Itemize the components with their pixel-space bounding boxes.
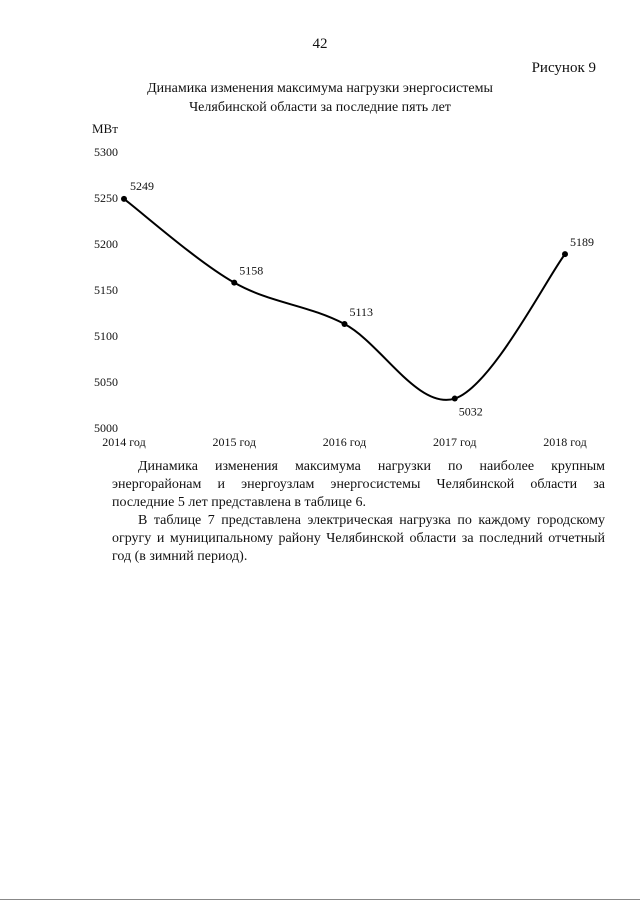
paragraph-2-line-1: В таблице 7 представлена электрическая нагрузка по каждому городскому [138,513,605,528]
y-tick-label: 5300 [94,145,118,159]
x-tick-label: 2017 год [433,435,477,449]
data-label: 5113 [349,305,374,320]
data-labels [130,179,594,419]
data-point [452,396,458,402]
paragraph-1-line-2: энергорайонам и энергоузлам энергосистемы Челябинской области за [112,477,605,492]
data-label: 5032 [458,404,483,419]
y-tick-labels [94,145,118,435]
data-point [562,251,568,257]
x-tick-label: 2016 год [322,435,367,449]
y-tick-label: 5200 [94,237,118,251]
page-bottom-rule [0,899,640,900]
x-tick-label: 2014 год [102,435,146,449]
chart-title-line-2: Челябинской области за последние пять лет [189,100,451,115]
x-tick-labels [102,435,586,449]
data-point [121,196,127,202]
paragraph-1 [112,458,605,512]
series-line [124,199,565,400]
data-point [342,321,348,327]
data-label: 5158 [239,263,264,278]
figure-label: Рисунок 9 [531,60,596,76]
y-tick-label: 5150 [94,283,118,297]
data-label: 5189 [570,235,594,250]
y-axis-label: МВт [92,121,118,136]
paragraph-2-line-2: огругу и муниципальному району Челябинской области за последний отчетный [112,531,605,546]
paragraph-2 [112,512,605,566]
y-tick-label: 5000 [94,421,118,435]
x-tick-label: 2018 год [543,435,587,449]
data-points [121,196,568,402]
page-number: 42 [312,36,328,52]
paragraph-1-line-1: Динамика изменения максимума нагрузки по наиболее крупным [138,459,605,474]
paragraph-2-line-3: год (в зимний период). [112,549,248,564]
data-label: 5249 [130,178,154,193]
paragraph-1-line-3: последние 5 лет представлена в таблице 6. [112,495,366,510]
x-tick-label: 2015 год [212,435,256,449]
chart-title-line-1: Динамика изменения максимума нагрузки энергосистемы [147,81,493,96]
y-tick-label: 5250 [94,191,118,205]
y-tick-label: 5050 [94,375,118,389]
y-tick-label: 5100 [94,329,118,343]
data-point [231,280,237,286]
